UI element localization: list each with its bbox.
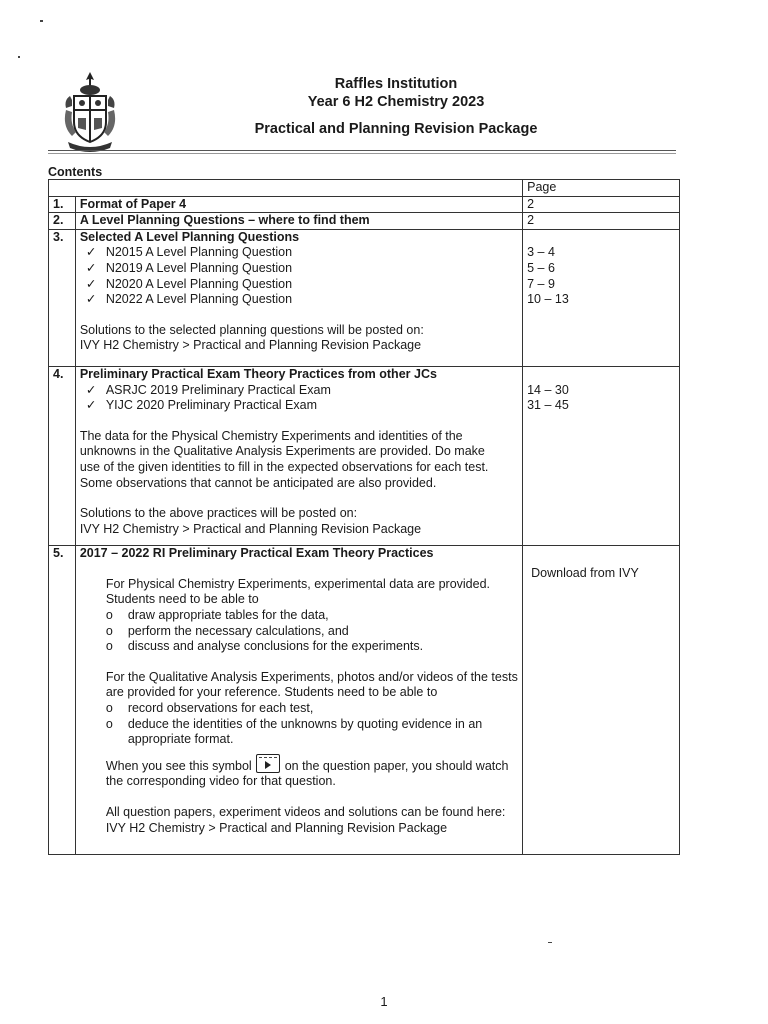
paragraph-line: For Physical Chemistry Experiments, experimental data are provided. <box>105 576 490 591</box>
page-range: 7 – 9 <box>527 276 555 291</box>
item-text: YIJC 2020 Preliminary Practical Exam <box>105 398 317 413</box>
item-text: deduce the identities of the unknowns by quoting evidence in an <box>127 716 483 731</box>
scan-speck <box>40 20 43 22</box>
page-range: 5 – 6 <box>527 260 555 275</box>
table-header-row <box>49 180 680 197</box>
page-range: 14 – 30 <box>527 382 569 397</box>
package-title: Practical and Planning Revision Package <box>254 121 538 137</box>
checkmark-icon: ✓ <box>85 276 97 291</box>
page-column-header: Page <box>523 180 680 197</box>
row-title: Selected A Level Planning Questions <box>79 229 300 244</box>
list-item <box>106 624 518 640</box>
bullet-icon: o <box>105 608 113 623</box>
scan-speck <box>548 942 552 943</box>
row-title: Preliminary Practical Exam Theory Practices from other JCs <box>79 366 437 381</box>
row-content <box>75 546 522 855</box>
page-range: 31 – 45 <box>527 398 569 413</box>
row-pages <box>523 366 680 545</box>
physical-chemistry-section <box>80 577 518 854</box>
row-title: Format of Paper 4 <box>75 196 522 213</box>
checkmark-icon: ✓ <box>85 245 97 260</box>
list-item <box>80 292 518 308</box>
paragraph-line: Some observations that cannot be anticipated are also provided. <box>79 475 437 490</box>
row-number: 5. <box>49 546 76 855</box>
list-item <box>80 383 518 399</box>
row-page: 2 <box>523 196 680 213</box>
item-text: N2022 A Level Planning Question <box>105 292 293 307</box>
symbol-text-after: on the question paper, you should watch <box>284 758 509 773</box>
page-range: 10 – 13 <box>527 292 569 307</box>
checkmark-icon: ✓ <box>85 398 97 413</box>
row-page: 2 <box>523 213 680 230</box>
row-content <box>75 366 522 545</box>
row-content <box>75 229 522 366</box>
solutions-path: IVY H2 Chemistry > Practical and Planning Revision Package <box>79 521 422 536</box>
list-item <box>80 261 518 277</box>
list-item <box>80 398 518 414</box>
toc-row-3 <box>49 229 680 366</box>
list-item <box>106 701 518 717</box>
item-text: N2019 A Level Planning Question <box>105 260 293 275</box>
checkmark-icon: ✓ <box>85 292 97 307</box>
row-number: 1. <box>49 196 76 213</box>
row-number: 2. <box>49 213 76 230</box>
list-item <box>80 277 518 293</box>
solutions-note: Solutions to the above practices will be posted on: <box>79 506 358 521</box>
toc-row-2 <box>49 213 680 230</box>
scan-speck <box>18 56 20 58</box>
list-item <box>106 608 518 624</box>
list-item <box>80 245 518 261</box>
paragraph-line: the corresponding video for that question. <box>105 774 336 789</box>
row-number: 3. <box>49 229 76 366</box>
toc-row-4 <box>49 366 680 545</box>
row-pages <box>523 546 680 855</box>
item-text: discuss and analyse conclusions for the experiments. <box>127 639 424 654</box>
item-text: ASRJC 2019 Preliminary Practical Exam <box>105 382 331 397</box>
bullet-icon: o <box>105 623 113 638</box>
row-number: 4. <box>49 366 76 545</box>
solutions-path: IVY H2 Chemistry > Practical and Planning Revision Package <box>79 338 422 353</box>
toc-row-5 <box>49 546 680 855</box>
item-text: draw appropriate tables for the data, <box>127 608 329 623</box>
row-pages <box>523 229 680 366</box>
paragraph-line: are provided for your reference. Students need to be able to <box>105 685 438 700</box>
download-note: Download from IVY <box>531 566 639 581</box>
row-title: A Level Planning Questions – where to find them <box>75 213 522 230</box>
item-text: N2015 A Level Planning Question <box>105 245 293 260</box>
checkmark-icon: ✓ <box>85 260 97 275</box>
paragraph-line: For the Qualitative Analysis Experiments, photos and/or videos of the tests <box>105 669 518 684</box>
paragraph-line: Students need to be able to <box>105 592 259 607</box>
paragraph-line: The data for the Physical Chemistry Experiments and identities of the <box>79 428 463 443</box>
institution-name: Raffles Institution <box>334 76 458 92</box>
course-title: Year 6 H2 Chemistry 2023 <box>307 94 485 110</box>
bullet-icon: o <box>105 716 113 731</box>
item-text: perform the necessary calculations, and <box>127 623 349 638</box>
resource-path: IVY H2 Chemistry > Practical and Planning Revision Package <box>105 820 448 835</box>
item-text: N2020 A Level Planning Question <box>105 276 293 291</box>
paragraph-line: use of the given identities to fill in the expected observations for each test. <box>79 459 489 474</box>
paragraph-line: All question papers, experiment videos and solutions can be found here: <box>105 805 506 819</box>
contents-table <box>48 179 680 855</box>
header-rule <box>48 150 676 151</box>
solutions-note: Solutions to the selected planning questions will be posted on: <box>79 322 424 337</box>
toc-row-1 <box>49 196 680 213</box>
page-range: 3 – 4 <box>527 245 555 260</box>
item-text: record observations for each test, <box>127 701 314 716</box>
list-item <box>106 639 518 655</box>
paragraph-line: unknowns in the Qualitative Analysis Experiments are provided. Do make <box>79 444 485 459</box>
bullet-icon: o <box>105 701 113 716</box>
item-text-continued: appropriate format. <box>127 732 234 747</box>
list-item <box>106 717 518 733</box>
contents-heading: Contents <box>48 165 103 179</box>
header-rule-secondary <box>48 153 676 154</box>
bullet-icon: o <box>105 639 113 654</box>
video-play-icon <box>256 754 280 773</box>
symbol-line <box>106 754 518 775</box>
row-title: 2017 – 2022 RI Preliminary Practical Exam Theory Practices <box>79 546 434 561</box>
checkmark-icon: ✓ <box>85 382 97 397</box>
symbol-text-before: When you see this symbol <box>105 758 252 773</box>
page-number: 1 <box>380 994 388 1009</box>
